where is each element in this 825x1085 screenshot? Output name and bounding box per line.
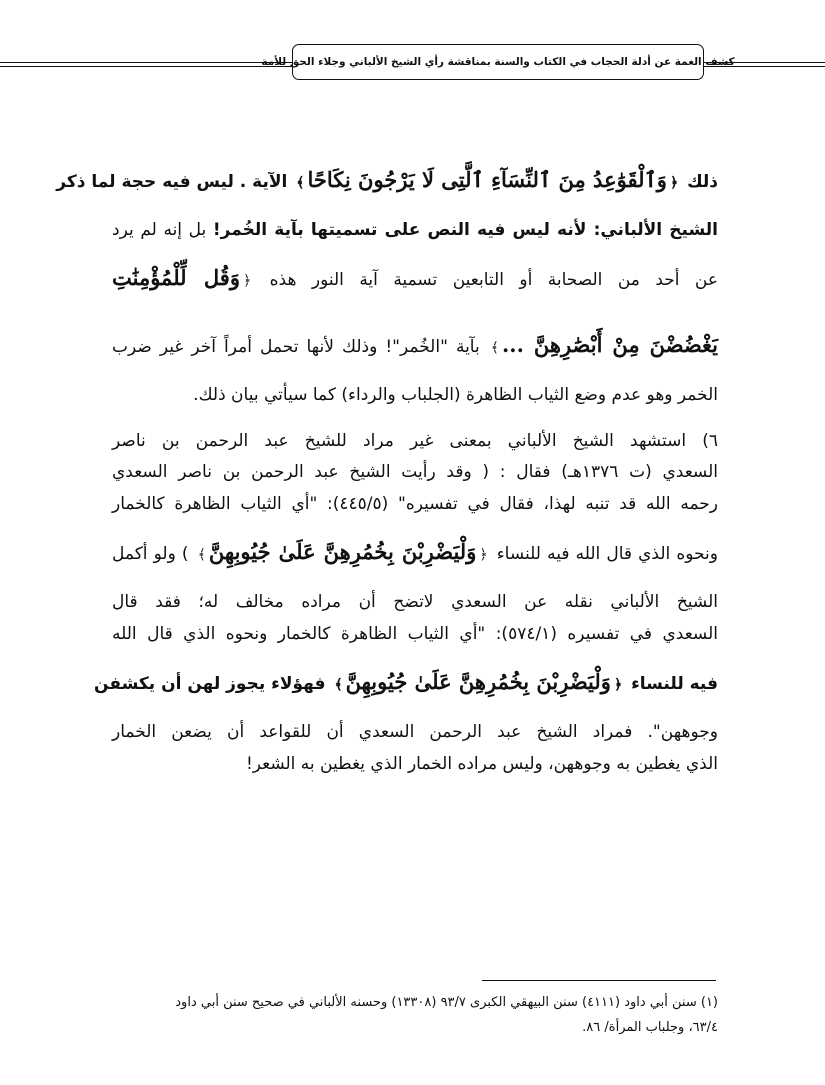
text-line: الذي يغطين به وجوههن، وليس مراده الخمار الذي يغطين به الشعر! <box>245 753 718 774</box>
text-run: . ليس فيه حجة لما ذكر <box>56 172 247 192</box>
footnote <box>112 990 718 1041</box>
header-title: كشف الغمة عن أدلة الحجاب في الكتاب والسنة بمناقشة رأي الشيخ الألباني وجلاء الحق للأمة <box>261 56 735 68</box>
verse-close-ornament: ﴾ <box>334 677 343 694</box>
text-line <box>94 650 718 717</box>
text-line <box>112 246 718 313</box>
paragraph-2 <box>94 426 718 780</box>
verse-close-ornament: ﴾ <box>490 340 499 357</box>
text-line: الخمر وهو عدم وضع الثياب الظاهرة (الجلباب والرداء) كما سيأتي بيان ذلك. <box>193 385 718 406</box>
text-line: ٦) استشهد الشيخ الألباني بمعنى غير مراد للشيخ عبد الرحمن بن ناصر <box>112 430 718 451</box>
quran-verse: وَلْيَضْرِبْنَ بِخُمُرِهِنَّ عَلَىٰ جُيُوبِهِنَّ <box>345 669 611 695</box>
verse-close-ornament: ﴾ <box>296 175 305 191</box>
text-run: ذلك <box>687 172 718 192</box>
verse-open-ornament: ﴿ <box>613 677 623 694</box>
footnote-separator <box>482 980 716 981</box>
text-line: وجوههن". فمراد الشيخ عبد الرحمن السعدي أن للقواعد أن يضعن الخمار <box>112 722 718 743</box>
text-run: الآية <box>252 172 288 192</box>
text-line <box>112 313 718 380</box>
text-line: السعدي (ت ١٣٧٦هـ) فقال : ( وقد رأيت الشيخ عبد الرحمن بن ناصر السعدي <box>112 462 718 483</box>
quran-verse: وَقُل لِّلْمُؤْمِنَٰتِ <box>112 265 240 291</box>
main-text <box>56 148 719 780</box>
text-run: بل إنه لم يرد <box>112 220 213 240</box>
verse-open-ornament: ﴿ <box>669 175 679 191</box>
text-run: عن أحد من الصحابة أو التابعين تسمية آية النور هذه <box>269 270 718 291</box>
text-line <box>112 215 718 246</box>
text-run: بآية "الخُمر"! وذلك لأنها تحمل أمراً آخر غير ضرب <box>112 337 480 358</box>
text-run: ) ولو أكمل <box>112 544 189 565</box>
quran-verse: وَلْيَضْرِبْنَ بِخُمُرِهِنَّ عَلَىٰ جُيُوبِهِنَّ <box>208 539 477 565</box>
verse-open-ornament: ﴿ <box>242 273 252 290</box>
text-line: الشيخ الألباني نقله عن السعدي لاتضح أن مراده مخالف له؛ فقد قال <box>112 592 718 613</box>
verse-open-ornament: ﴿ <box>479 547 488 564</box>
verse-close-ornament: ﴾ <box>197 547 206 564</box>
quran-verse: وَٱلْقَوَٰعِدُ مِنَ ٱلنِّسَآءِ ٱلَّتِى لَا يَرْجُونَ نِكَاحًا <box>307 167 667 192</box>
text-line <box>56 148 718 215</box>
text-run: ونحوه الذي قال الله فيه للنساء <box>496 544 718 565</box>
quran-verse: يَغْضُضْنَ مِنْ أَبْصَٰرِهِنَّ ... <box>502 332 719 358</box>
header-rule-left <box>0 62 292 67</box>
running-header <box>261 44 735 80</box>
text-line <box>112 520 718 587</box>
text-run: فهؤلاء يجوز لهن أن يكشفن <box>94 674 326 695</box>
text-run: فيه للنساء <box>631 674 718 695</box>
text-line: رحمه الله قد تنبه لهذا، فقال في تفسيره" (٤٤٥/٥): "أي الثياب الظاهرة كالخمار <box>112 493 718 514</box>
footnote-line: (١) سنن أبي داود (٤١١١) سنن البيهقي الكبرى ٩٣/٧ (١٣٣٠٨) وحسنه الألباني في صحيح سنن أبي داود <box>175 995 718 1010</box>
bold-run: الشيخ الألباني: لأنه ليس فيه النص على تسميتها بآية الخُمر! <box>212 220 718 240</box>
footnote-line: ٦٣/٤، وجلباب المرأة/ ٨٦. <box>582 1020 718 1036</box>
text-line: السعدي في تفسيره (٥٧٤/١): "أي الثياب الظاهرة كالخمار ونحوه الذي قال الله <box>112 623 718 644</box>
paragraph-1 <box>56 148 719 412</box>
